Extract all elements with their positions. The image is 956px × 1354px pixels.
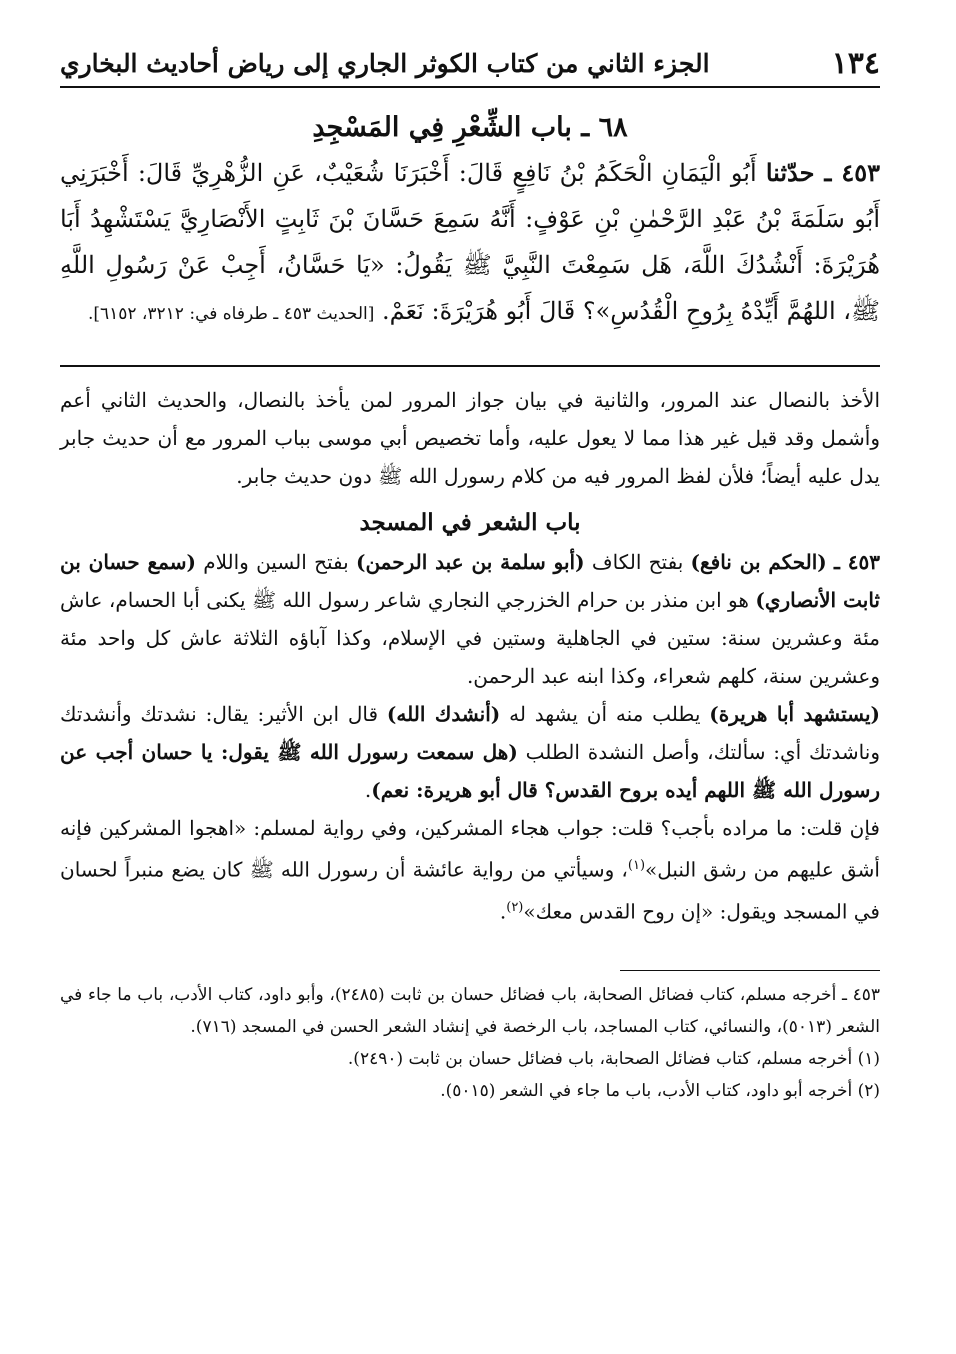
hadith-body: أَبُو الْيَمَانِ الْحَكَمُ بْنُ نَافِعٍ قَالَ: أَخْبَرَنَا شُعَيْبٌ، عَنِ الزُّهْرِيِّ قَالَ: أَخْبَرَنِي أَبُو سَلَمَةَ بْنُ عَبْدِ الرَّحْمٰنِ بْنِ عَوْفٍ: أَنَّهُ سَمِعَ حَسَّانَ بْنَ ثَابِتٍ الأَنْصَارِيَّ يَسْتَشْهِدُ أَبَا هُرَيْرَةَ: أَنْشُدُكَ اللَّهَ، هَل سَمِعْتَ النَّبِيَّ ﷺ يَقُولُ: «يَا حَسَّانُ، أَجِبْ عَنْ رَسُولِ اللَّهِ ﷺ، اللهُمَّ أَيِّدْهُ بِرُوحِ الْقُدُسِ»؟ قَالَ أَبُو هُرَيْرَةَ: نَعَمْ. xyxy=(60,159,881,325)
commentary-subheading: باب الشعر في المسجد xyxy=(359,509,581,536)
p4-text-1: فإن قلت: ما مراده بأجب؟ قلت: جواب هجاء المشركين، وفي رواية لمسلم: «اهجوا المشركين فإنه أشق عليهم من رشق النبل» xyxy=(60,816,880,882)
footnote-ref-2: (٢) xyxy=(506,899,524,915)
footnote-ref-1: (١) xyxy=(627,858,646,873)
p2-bold-1: (الحكم بن نافع) xyxy=(690,550,827,574)
footnote-separator xyxy=(620,970,880,971)
commentary-paragraph-2 xyxy=(60,543,880,695)
p2-text-3: هو ابن منذر بن حرام الخزرجي النجاري شاعر رسول الله ﷺ يكنى أبا الحسام، عاش مئة وعشرين سنة: ستين في الجاهلية وستين في الإسلام، وكذا آباؤه الثلاثة عاش كل واحد مئة وعشرين سنة، كلهم شعراء، وكذا ابنه عبد الرحمن. xyxy=(60,588,880,688)
p3-bold-2: (أنشدك الله) xyxy=(386,702,501,726)
p2-text-1: بفتح الكاف xyxy=(584,550,691,574)
commentary-paragraph-1: الأخذ بالنصال عند المرور، والثانية في بيان جواز المرور لمن يأخذ بالنصال، والحديث الثاني أعم وأشمل وقد قيل غير هذا مما لا يعول عليه، وأما تخصيص أبي موسى بباب المرور مع أن حديث جابر يدل عليه أيضاً؛ فلأن لفظ المرور فيه من كلام رسورل الله ﷺ دون حديث جابر. xyxy=(60,388,880,488)
p3-bold-3: (هل سمعت رسورل الله ﷺ يقول: يا حسان أجب عن رسورل الله ﷺ اللهم أيده بروح القدس؟ قال أبو هريرة: نعم) xyxy=(60,740,880,802)
chapter-title: ٦٨ ـ باب الشِّعْرِ فِي المَسْجِدِ xyxy=(312,112,628,143)
commentary-paragraph-4 xyxy=(60,809,880,930)
page-number: ١٣٤ xyxy=(831,46,880,81)
p2-number: ٤٥٣ ـ xyxy=(834,550,880,574)
p3-text-3: . xyxy=(364,778,372,802)
running-title: الجزء الثاني من كتاب الكوثر الجاري إلى رياض أحاديث البخاري xyxy=(60,49,710,78)
book-page xyxy=(60,30,880,1107)
p4-text-2: ، وسيأتي من رواية عائشة أن رسورل الله ﷺ كان يضع منبراً لحسان في المسجد ويقول: «إن روح القدس معك» xyxy=(60,857,880,924)
p2-bold-3: (سمع حسان بن ثابت الأنصاري) xyxy=(60,550,880,612)
page-header xyxy=(60,30,880,88)
p3-bold-1: (يستشهد أبا هريرة) xyxy=(709,702,880,726)
footnote-2: (٢) أخرجه أبو داود، كتاب الأدب، باب ما جاء في الشعر (٥٠١٥). xyxy=(440,1081,880,1102)
p3-text-2: قال ابن الأثير: يقال: نشدتك وأنشدتك وناشدتك أي: سألتك، وأصل النشدة الطلب xyxy=(60,702,880,764)
footnote-453: ٤٥٣ ـ أخرجه مسلم، كتاب فضائل الصحابة، باب فضائل حسان بن ثابت (٢٤٨٥)، وأبو داود، كتاب الأدب، باب ما جاء في الشعر (٥٠١٣)، والنسائي، كتاب المساجد، باب الرخصة في إنشاد الشعر الحسن في المسجد (٧١٦). xyxy=(60,985,880,1038)
hadith-text xyxy=(60,150,880,337)
commentary xyxy=(60,381,880,930)
footnote-1: (١) أخرجه مسلم، كتاب فضائل الصحابة، باب فضائل حسان بن ثابت (٢٤٩٠). xyxy=(347,1049,880,1070)
p2-bold-2: (أبو سلمة بن عبد الرحمن) xyxy=(355,550,585,574)
commentary-paragraph-3 xyxy=(60,695,880,809)
hadith-reference: [الحديث ٤٥٣ ـ طرفاه في: ٣٢١٢، ٦١٥٢]. xyxy=(87,304,375,324)
hadith-number: ٤٥٣ ـ حدّثنا xyxy=(765,158,880,187)
p3-text-1: يطلب منه أن يشهد له xyxy=(500,702,710,726)
p2-text-2: بفتح السين واللام xyxy=(195,550,356,574)
footnotes xyxy=(60,979,880,1107)
p4-text-3: . xyxy=(499,899,507,924)
text-separator xyxy=(60,365,880,367)
